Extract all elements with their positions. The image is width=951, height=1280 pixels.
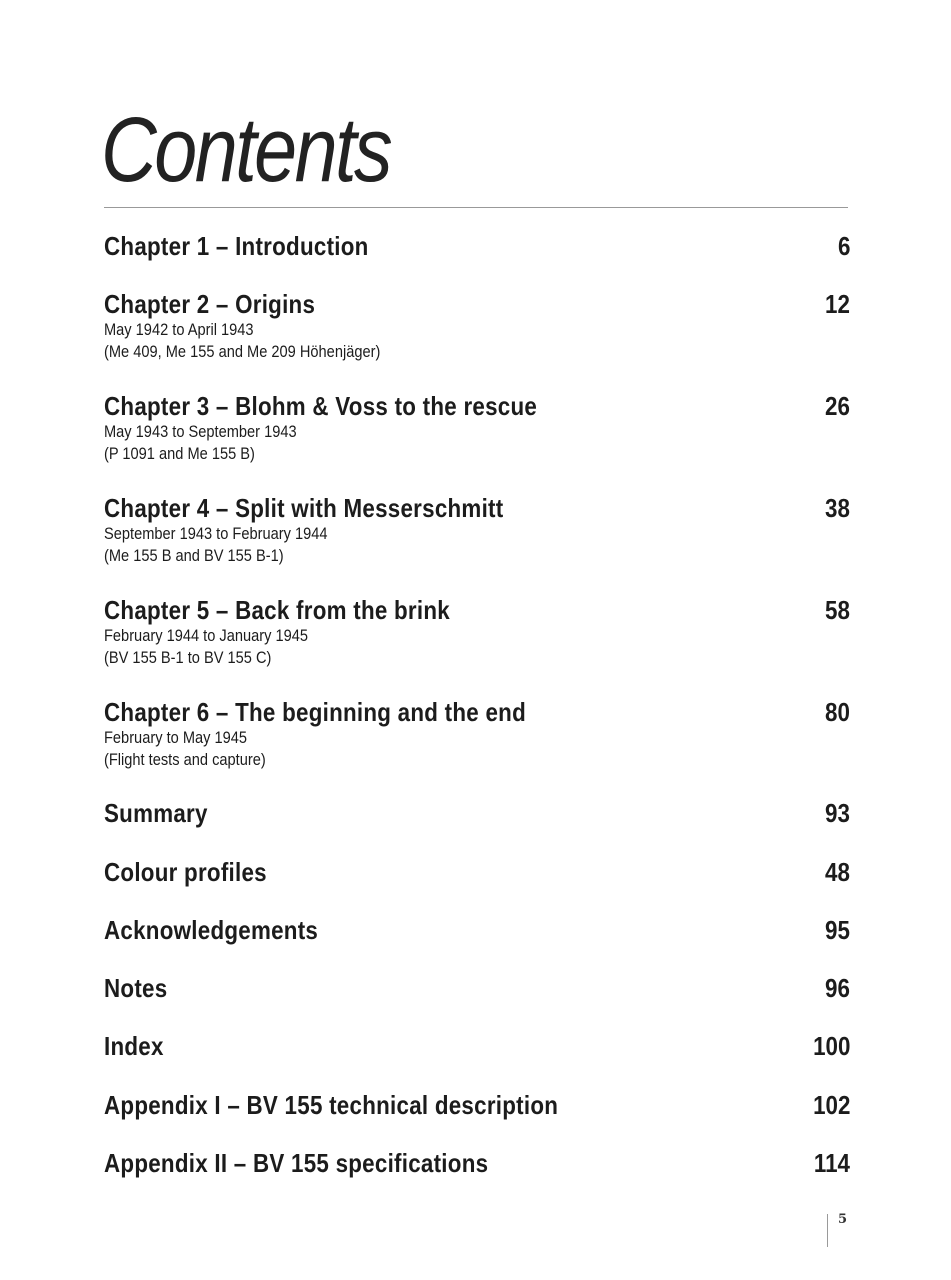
entry-title[interactable]: Chapter 6 – The beginning and the end <box>104 697 527 727</box>
page-number: 5 <box>838 1212 848 1227</box>
entry-page-number[interactable]: 26 <box>825 391 850 421</box>
entry-page-number[interactable]: 96 <box>825 973 850 1003</box>
entry-date-range: May 1942 to April 1943 <box>104 320 254 339</box>
footer-divider <box>827 1214 828 1247</box>
entry-page-number[interactable]: 80 <box>825 697 850 727</box>
entry-title[interactable]: Chapter 4 – Split with Messerschmitt <box>104 493 504 523</box>
entry-page-number[interactable]: 102 <box>812 1090 850 1120</box>
entry-page-number[interactable]: 100 <box>812 1031 850 1061</box>
entry-subtitle: (Me 409, Me 155 and Me 209 Höhenjäger) <box>104 342 381 361</box>
page-title: Contents <box>101 99 391 201</box>
entry-date-range: February to May 1945 <box>104 728 248 747</box>
entry-title[interactable]: Colour profiles <box>104 857 267 887</box>
entry-date-range: May 1943 to September 1943 <box>104 422 297 441</box>
entry-title[interactable]: Notes <box>104 973 168 1003</box>
entry-date-range: February 1944 to January 1945 <box>104 626 309 645</box>
entry-title[interactable]: Chapter 5 – Back from the brink <box>104 595 450 625</box>
entry-subtitle: (P 1091 and Me 155 B) <box>104 444 255 463</box>
entry-title[interactable]: Summary <box>104 798 208 828</box>
entry-title[interactable]: Appendix I – BV 155 technical description <box>104 1090 559 1120</box>
entry-date-range: September 1943 to February 1944 <box>104 524 328 543</box>
entry-title[interactable]: Chapter 3 – Blohm & Voss to the rescue <box>104 391 538 421</box>
title-divider <box>104 207 848 208</box>
entry-page-number[interactable]: 58 <box>825 595 850 625</box>
entry-title[interactable]: Appendix II – BV 155 specifications <box>104 1148 489 1178</box>
entry-page-number[interactable]: 95 <box>825 915 850 945</box>
entry-page-number[interactable]: 12 <box>825 289 850 319</box>
entry-page-number[interactable]: 114 <box>813 1148 850 1178</box>
entry-page-number[interactable]: 93 <box>825 798 850 828</box>
entry-title[interactable]: Index <box>104 1031 164 1061</box>
entry-page-number[interactable]: 6 <box>837 231 850 261</box>
entry-subtitle: (BV 155 B-1 to BV 155 C) <box>104 648 272 667</box>
entry-title[interactable]: Acknowledgements <box>104 915 319 945</box>
entry-title[interactable]: Chapter 2 – Origins <box>104 289 316 319</box>
entry-subtitle: (Me 155 B and BV 155 B-1) <box>104 546 284 565</box>
entry-subtitle: (Flight tests and capture) <box>104 750 266 769</box>
entry-title[interactable]: Chapter 1 – Introduction <box>104 231 369 261</box>
entry-page-number[interactable]: 38 <box>825 493 850 523</box>
entry-page-number[interactable]: 48 <box>825 857 850 887</box>
